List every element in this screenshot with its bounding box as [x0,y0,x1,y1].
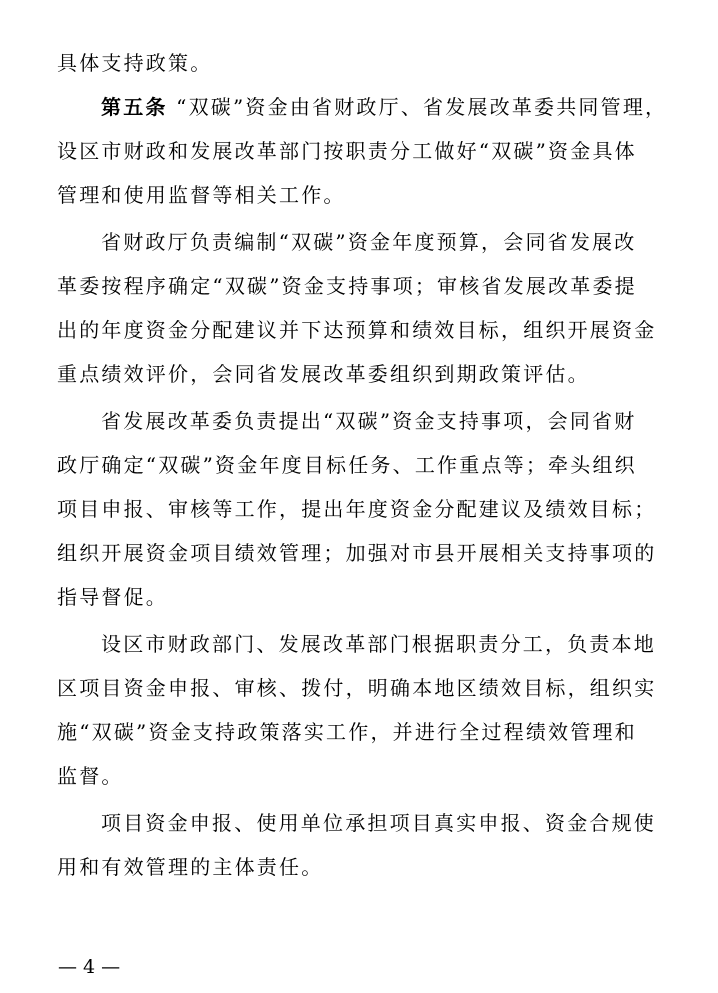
paragraph-first-line: 省财政厅负责编制“双碳”资金年度预算，会同省发展改 [101,230,637,254]
body-line: 出的年度资金分配建议并下达预算和绩效目标，组织开展资金 [57,318,657,342]
body-line: 革委按程序确定“双碳”资金支持事项；审核省发展改革委提 [57,274,637,298]
body-line: 管理和使用监督等相关工作。 [57,183,346,207]
body-line: 用和有效管理的主体责任。 [57,855,324,879]
body-line: 指导督促。 [57,585,168,609]
body-line: 重点绩效评价，会同省发展改革委组织到期政策评估。 [57,362,590,386]
article-number: 第五条 [101,95,168,119]
body-line: 区项目资金申报、审核、拨付，明确本地区绩效目标，组织实 [57,676,657,700]
page-number: — 4 — [58,956,121,978]
body-line: 监督。 [57,764,124,788]
article-line [57,85,668,129]
body-line: 施“双碳”资金支持政策落实工作，并进行全过程绩效管理和 [57,720,637,744]
article-text: “双碳”资金由省财政厅、省发展改革委共同管理， [167,95,668,119]
body-line: 具体支持政策。 [57,51,213,75]
body-line: 设区市财政和发展改革部门按职责分工做好“双碳”资金具体 [57,139,637,163]
paragraph-first-line: 省发展改革委负责提出“双碳”资金支持事项，会同省财 [101,409,637,433]
body-line: 政厅确定“双碳”资金年度目标任务、工作重点等；牵头组织 [57,453,637,477]
body-line: 项目申报、审核等工作，提出年度资金分配建议及绩效目标； [57,497,657,521]
body-line: 组织开展资金项目绩效管理；加强对市县开展相关支持事项的 [57,541,657,565]
paragraph-first-line: 项目资金申报、使用单位承担项目真实申报、资金合规使 [101,811,656,835]
document-body [57,41,668,889]
paragraph-first-line: 设区市财政部门、发展改革部门根据职责分工，负责本地 [101,632,656,656]
